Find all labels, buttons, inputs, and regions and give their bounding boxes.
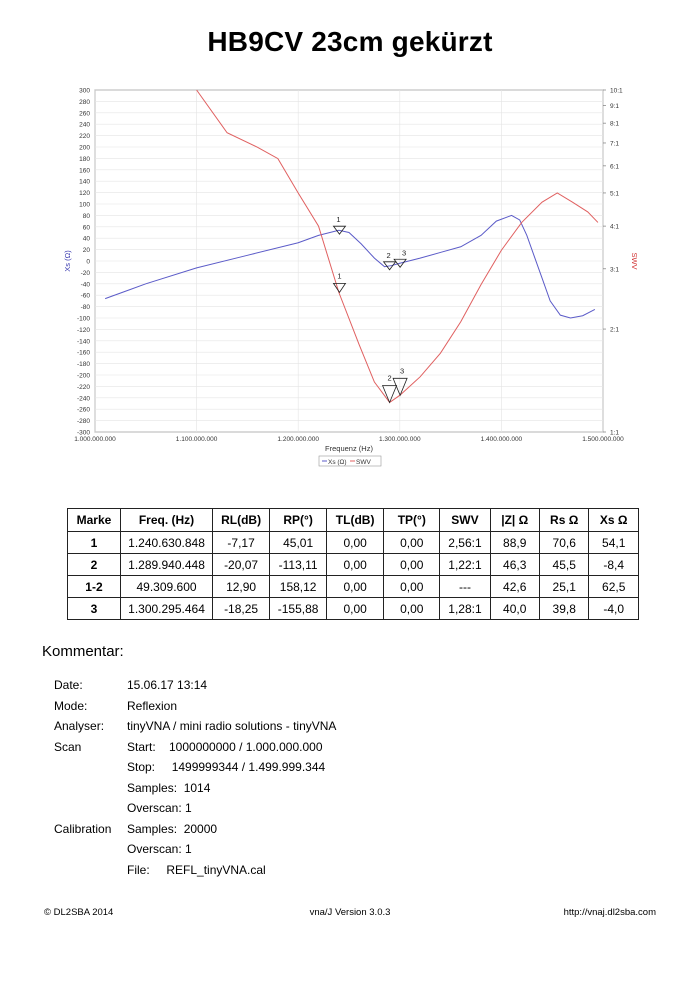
table-row (68, 598, 639, 620)
y-tick-label-right: 2:1 (610, 326, 620, 334)
col-header-rs: Rs Ω (539, 509, 588, 532)
table-cell: 40,0 (490, 598, 539, 620)
y-tick-label-right: 4:1 (610, 223, 620, 231)
x-tick-label: 1.500.000.000 (582, 436, 624, 443)
table-cell: 1.300.295.464 (120, 598, 212, 620)
table-cell: 0,00 (327, 554, 384, 576)
table-cell: 0,00 (327, 576, 384, 598)
y-tick-label-left: 180 (79, 155, 90, 163)
y-tick-label-left: 200 (79, 144, 90, 152)
y-tick-label-left: -100 (76, 315, 90, 323)
y-tick-label-left: 300 (79, 87, 90, 95)
table-row (68, 576, 639, 598)
marker-label-swv-1: 1 (337, 271, 342, 281)
info-value: Overscan: 1 (127, 842, 192, 856)
info-label: Date: (54, 678, 83, 692)
table-cell: 0,00 (327, 598, 384, 620)
table-cell: 42,6 (490, 576, 539, 598)
table-cell: 54,1 (589, 532, 639, 554)
table-cell: 88,9 (490, 532, 539, 554)
y-tick-label-left: -180 (76, 361, 90, 369)
x-tick-label: 1.400.000.000 (480, 436, 523, 443)
marker-label-swv-3: 3 (400, 366, 405, 376)
y-tick-label-left: 80 (82, 212, 90, 220)
table-cell: 0,00 (384, 598, 440, 620)
table-cell: -8,4 (589, 554, 639, 576)
table-cell: 3 (68, 598, 121, 620)
table-cell: 62,5 (589, 576, 639, 598)
y-axis-label-left: Xs (Ω) (63, 250, 72, 272)
table-cell: 1.240.630.848 (120, 532, 212, 554)
legend-label-swv: SWV (356, 459, 371, 466)
table-cell: 2 (68, 554, 121, 576)
y-tick-label-left: 60 (82, 224, 90, 232)
info-value: 15.06.17 13:14 (127, 678, 208, 692)
info-value: Start: 1000000000 / 1.000.000.000 (127, 739, 323, 754)
table-cell: 158,12 (270, 576, 327, 598)
y-axis-label-right: SWV (630, 252, 639, 270)
table-cell: 1,28:1 (440, 598, 490, 620)
col-header-z: |Z| Ω (490, 509, 539, 532)
table-cell: 0,00 (327, 532, 384, 554)
y-tick-label-right: 5:1 (610, 190, 620, 198)
info-label: Calibration (54, 821, 112, 836)
y-tick-label-left: -280 (76, 418, 90, 426)
y-tick-label-right: 6:1 (610, 163, 620, 171)
y-tick-label-right: 1:1 (610, 429, 620, 437)
footer-url: http://vnaj.dl2sba.com (563, 907, 656, 918)
marker-label-swv-2: 2 (387, 373, 392, 383)
legend-label-xs: Xs (Ω) (328, 459, 347, 466)
y-tick-label-left: -20 (80, 269, 90, 277)
table-cell: 39,8 (539, 598, 588, 620)
y-tick-label-right: 7:1 (610, 140, 620, 148)
info-value: Overscan: 1 (127, 801, 192, 815)
y-tick-label-left: 140 (79, 178, 90, 186)
info-value: Reflexion (127, 698, 178, 713)
info-value: File: REFL_tinyVNA.cal (127, 862, 266, 877)
y-tick-label-left: -40 (80, 281, 90, 289)
info-value: Samples: 1014 (127, 780, 211, 795)
table-cell: 0,00 (384, 554, 440, 576)
col-header-rp: RP(°) (270, 509, 327, 532)
table-cell: -20,07 (213, 554, 270, 576)
table-cell: 25,1 (539, 576, 588, 598)
x-tick-label: 1.200.000.000 (277, 436, 319, 443)
col-header-xs: Xs Ω (589, 509, 639, 532)
y-tick-label-right: 9:1 (610, 103, 620, 111)
table-cell: 12,90 (213, 576, 270, 598)
table-cell: 0,00 (384, 576, 440, 598)
table-cell: 1-2 (68, 576, 121, 598)
table-cell: -4,0 (589, 598, 639, 620)
table-cell: 45,01 (270, 532, 327, 554)
y-tick-label-left: -300 (76, 429, 90, 437)
info-label: Analyser: (54, 719, 105, 733)
y-tick-label-left: -60 (80, 292, 90, 300)
y-tick-label-left: -240 (76, 395, 90, 403)
y-tick-label-left: 40 (82, 235, 90, 243)
table-cell: 2,56:1 (440, 532, 490, 554)
y-tick-label-left: -120 (76, 326, 90, 334)
table-cell: 1,22:1 (440, 554, 490, 576)
table-cell: 70,6 (539, 532, 588, 554)
table-cell: -18,25 (213, 598, 270, 620)
table-cell: 1 (68, 532, 121, 554)
col-header-rl: RL(dB) (213, 509, 270, 532)
col-header-marke: Marke (68, 509, 121, 532)
y-tick-label-left: 220 (79, 133, 90, 141)
y-tick-label-right: 3:1 (610, 266, 620, 274)
y-tick-label-right: 8:1 (610, 120, 620, 128)
table-cell: 49.309.600 (120, 576, 212, 598)
marker-label-xs-1: 1 (336, 215, 341, 225)
table-cell: 46,3 (490, 554, 539, 576)
table-cell: 45,5 (539, 554, 588, 576)
y-tick-label-left: 260 (79, 110, 90, 118)
info-value: Stop: 1499999344 / 1.499.999.344 (127, 760, 326, 774)
x-axis-label: Frequenz (Hz) (325, 444, 373, 453)
marker-label-xs-3: 3 (402, 248, 407, 258)
y-tick-label-left: -200 (76, 372, 90, 380)
col-header-swv: SWV (440, 509, 490, 532)
y-tick-label-left: -80 (80, 304, 90, 312)
page-title: HB9CV 23cm gekürzt (207, 26, 493, 57)
table-cell: 0,00 (384, 532, 440, 554)
y-tick-label-left: -160 (76, 349, 90, 357)
footer-copyright: © DL2SBA 2014 (44, 907, 114, 918)
table-cell: -7,17 (213, 532, 270, 554)
y-tick-label-left: -220 (76, 383, 90, 391)
chart (0, 80, 700, 475)
y-tick-label-left: 160 (79, 167, 90, 175)
table-row (68, 554, 639, 576)
info-label: Mode: (54, 698, 88, 713)
marker-label-xs-2: 2 (386, 250, 391, 260)
y-tick-label-left: 120 (79, 190, 90, 198)
comment-label: Kommentar: (42, 643, 124, 660)
table-header-row (68, 509, 639, 532)
y-tick-label-left: 240 (79, 121, 90, 129)
x-tick-label: 1.100.000.000 (175, 436, 218, 443)
x-tick-label: 1.000.000.000 (74, 436, 116, 443)
y-tick-label-left: 20 (82, 247, 90, 255)
info-value: Samples: 20000 (127, 821, 218, 836)
col-header-freq: Freq. (Hz) (120, 509, 212, 532)
y-tick-label-left: 100 (79, 201, 90, 209)
y-tick-label-right: 10:1 (610, 87, 623, 95)
col-header-tp: TP(°) (384, 509, 440, 532)
x-tick-label: 1.300.000.000 (379, 436, 421, 443)
y-tick-label-left: -140 (76, 338, 90, 346)
table-cell: --- (440, 576, 490, 598)
marker-table (67, 508, 639, 620)
y-tick-label-left: 0 (86, 258, 90, 266)
col-header-tl: TL(dB) (327, 509, 384, 532)
y-tick-label-left: 280 (79, 98, 90, 106)
table-cell: -113,11 (270, 554, 327, 576)
y-tick-label-left: -260 (76, 406, 90, 414)
table-cell: 1.289.940.448 (120, 554, 212, 576)
footer-version: vna/J Version 3.0.3 (309, 907, 391, 918)
info-value: tinyVNA / mini radio solutions - tinyVNA (127, 719, 337, 733)
table-cell: -155,88 (270, 598, 327, 620)
info-label: Scan (54, 739, 82, 754)
table-row (68, 532, 639, 554)
